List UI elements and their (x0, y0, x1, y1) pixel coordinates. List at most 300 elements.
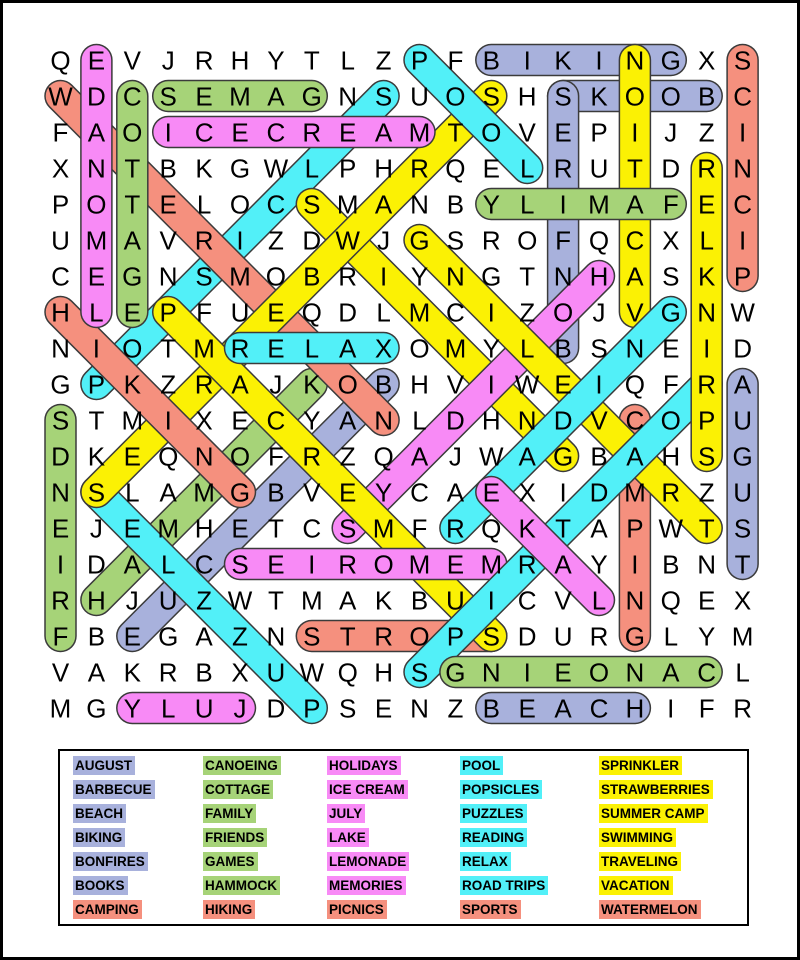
grid-cell-r7-c1[interactable]: L (89, 297, 104, 328)
grid-cell-r11-c6[interactable]: F (267, 441, 284, 472)
grid-cell-r10-c15[interactable]: V (590, 405, 608, 436)
grid-cell-r13-c3[interactable]: M (157, 513, 180, 544)
grid-cell-r16-c19[interactable]: M (731, 621, 754, 652)
grid-cell-r16-c0[interactable]: F (52, 621, 69, 652)
grid-cell-r10-c1[interactable]: T (88, 405, 105, 436)
grid-cell-r12-c18[interactable]: Z (698, 477, 715, 508)
grid-cell-r2-c0[interactable]: F (52, 117, 69, 148)
grid-cell-r0-c12[interactable]: B (482, 45, 500, 76)
grid-cell-r6-c19[interactable]: P (733, 261, 752, 292)
grid-cell-r14-c6[interactable]: E (267, 549, 285, 580)
grid-cell-r7-c0[interactable]: H (51, 297, 70, 328)
grid-cell-r3-c15[interactable]: U (589, 153, 609, 184)
grid-cell-r16-c13[interactable]: D (517, 621, 537, 652)
grid-cell-r7-c9[interactable]: L (376, 297, 391, 328)
grid-cell-r1-c15[interactable]: K (590, 81, 608, 112)
grid-cell-r6-c11[interactable]: N (446, 261, 465, 292)
grid-cell-r13-c18[interactable]: T (698, 513, 715, 544)
grid-cell-r18-c5[interactable]: J (233, 693, 247, 724)
grid-cell-r9-c12[interactable]: I (487, 369, 495, 400)
grid-cell-r15-c10[interactable]: B (410, 585, 429, 616)
grid-cell-r14-c2[interactable]: A (123, 549, 141, 580)
grid-cell-r7-c8[interactable]: D (338, 297, 358, 328)
grid-cell-r2-c9[interactable]: A (374, 117, 393, 148)
grid-cell-r2-c8[interactable]: E (339, 117, 357, 148)
grid-cell-r5-c17[interactable]: X (662, 225, 680, 256)
grid-cell-r7-c5[interactable]: U (230, 297, 250, 328)
grid-cell-r8-c14[interactable]: B (554, 333, 572, 364)
grid-cell-r16-c7[interactable]: S (303, 621, 321, 652)
grid-cell-r5-c7[interactable]: D (302, 225, 322, 256)
grid-cell-r2-c2[interactable]: O (122, 117, 143, 148)
grid-cell-r12-c15[interactable]: D (589, 477, 609, 508)
grid-cell-r16-c1[interactable]: B (87, 621, 106, 652)
grid-cell-r18-c16[interactable]: H (625, 693, 645, 724)
grid-cell-r2-c12[interactable]: O (481, 117, 502, 148)
grid-cell-r7-c10[interactable]: M (408, 297, 431, 328)
grid-cell-r0-c6[interactable]: Y (267, 45, 285, 76)
grid-cell-r4-c16[interactable]: A (626, 189, 644, 220)
grid-cell-r3-c8[interactable]: P (339, 153, 357, 184)
grid-cell-r18-c18[interactable]: F (698, 693, 715, 724)
grid-cell-r8-c1[interactable]: I (92, 333, 101, 364)
grid-cell-r0-c11[interactable]: F (447, 45, 464, 76)
grid-cell-r1-c4[interactable]: E (195, 81, 213, 112)
grid-cell-r16-c18[interactable]: Y (698, 621, 716, 652)
grid-cell-r1-c9[interactable]: S (374, 81, 393, 112)
grid-cell-r3-c12[interactable]: E (482, 153, 500, 184)
grid-cell-r10-c19[interactable]: U (733, 405, 752, 436)
grid-cell-r8-c3[interactable]: T (160, 333, 177, 364)
grid-cell-r9-c3[interactable]: Z (160, 369, 177, 400)
grid-cell-r8-c11[interactable]: M (444, 333, 467, 364)
grid-cell-r7-c12[interactable]: I (487, 297, 495, 328)
grid-cell-r2-c14[interactable]: E (554, 117, 572, 148)
grid-cell-r5-c9[interactable]: J (377, 225, 391, 256)
grid-cell-r13-c9[interactable]: M (372, 513, 395, 544)
grid-cell-r13-c10[interactable]: F (411, 513, 428, 544)
grid-cell-r0-c7[interactable]: T (303, 45, 320, 76)
grid-cell-r0-c1[interactable]: E (87, 45, 106, 76)
grid-cell-r4-c18[interactable]: E (698, 189, 716, 220)
grid-cell-r12-c6[interactable]: B (267, 477, 285, 508)
grid-cell-r17-c8[interactable]: Q (337, 657, 358, 688)
grid-cell-r17-c17[interactable]: A (662, 657, 680, 688)
grid-cell-r9-c6[interactable]: J (269, 369, 283, 400)
grid-cell-r9-c10[interactable]: H (410, 369, 429, 400)
grid-cell-r10-c12[interactable]: H (481, 405, 501, 436)
grid-cell-r5-c10[interactable]: G (409, 225, 430, 256)
grid-cell-r3-c17[interactable]: D (661, 153, 681, 184)
grid-cell-r6-c14[interactable]: N (553, 261, 573, 292)
grid-cell-r5-c2[interactable]: A (123, 225, 141, 256)
grid-cell-r2-c19[interactable]: I (738, 117, 747, 148)
grid-cell-r13-c2[interactable]: E (123, 513, 141, 544)
grid-cell-r2-c13[interactable]: V (518, 117, 536, 148)
grid-cell-r16-c3[interactable]: G (158, 621, 179, 652)
grid-cell-r17-c19[interactable]: L (735, 657, 750, 688)
grid-cell-r10-c11[interactable]: D (446, 405, 465, 436)
grid-cell-r12-c8[interactable]: E (339, 477, 357, 508)
grid-cell-r3-c2[interactable]: T (124, 153, 141, 184)
grid-cell-r6-c5[interactable]: M (229, 261, 251, 292)
grid-cell-r10-c10[interactable]: L (412, 405, 427, 436)
grid-cell-r14-c16[interactable]: I (631, 549, 639, 580)
grid-cell-r10-c8[interactable]: A (339, 405, 357, 436)
grid-cell-r0-c5[interactable]: H (230, 45, 250, 76)
grid-cell-r14-c19[interactable]: T (734, 549, 751, 580)
grid-cell-r12-c16[interactable]: M (624, 477, 646, 508)
grid-cell-r14-c4[interactable]: C (194, 549, 214, 580)
grid-cell-r2-c7[interactable]: R (302, 117, 322, 148)
grid-cell-r4-c5[interactable]: O (229, 189, 251, 220)
grid-cell-r18-c7[interactable]: P (303, 693, 321, 724)
grid-cell-r6-c16[interactable]: A (626, 261, 644, 292)
grid-cell-r6-c3[interactable]: N (158, 261, 178, 292)
grid-cell-r7-c6[interactable]: E (267, 297, 285, 328)
grid-cell-r4-c19[interactable]: C (733, 189, 752, 220)
grid-cell-r12-c19[interactable]: U (733, 477, 752, 508)
grid-cell-r13-c8[interactable]: S (339, 513, 357, 544)
grid-cell-r18-c1[interactable]: G (86, 693, 107, 724)
grid-cell-r15-c2[interactable]: J (125, 585, 139, 616)
grid-cell-r6-c2[interactable]: G (122, 261, 143, 292)
grid-cell-r1-c6[interactable]: A (267, 81, 285, 112)
grid-cell-r12-c14[interactable]: I (559, 477, 567, 508)
grid-cell-r5-c11[interactable]: S (446, 225, 465, 256)
grid-cell-r16-c6[interactable]: N (266, 621, 286, 652)
grid-cell-r9-c7[interactable]: K (303, 369, 321, 400)
grid-cell-r8-c19[interactable]: D (733, 333, 752, 364)
grid-cell-r3-c0[interactable]: X (51, 153, 70, 184)
grid-cell-r5-c0[interactable]: U (51, 225, 70, 256)
grid-cell-r3-c16[interactable]: T (626, 153, 643, 184)
grid-cell-r7-c3[interactable]: P (159, 297, 177, 328)
grid-cell-r11-c4[interactable]: N (194, 441, 214, 472)
grid-cell-r9-c17[interactable]: F (662, 369, 679, 400)
grid-cell-r13-c13[interactable]: K (518, 513, 536, 544)
grid-cell-r3-c1[interactable]: N (87, 153, 106, 184)
grid-cell-r14-c10[interactable]: M (408, 549, 431, 580)
grid-cell-r0-c18[interactable]: X (698, 45, 716, 76)
grid-cell-r11-c19[interactable]: G (732, 441, 753, 472)
grid-cell-r12-c11[interactable]: A (446, 477, 465, 508)
grid-cell-r5-c6[interactable]: Z (267, 225, 284, 256)
grid-cell-r15-c11[interactable]: U (446, 585, 465, 616)
grid-cell-r11-c7[interactable]: R (302, 441, 322, 472)
grid-cell-r3-c5[interactable]: G (229, 153, 251, 184)
grid-cell-r9-c1[interactable]: P (87, 369, 106, 400)
grid-cell-r15-c5[interactable]: W (227, 585, 253, 616)
grid-cell-r8-c8[interactable]: A (339, 333, 357, 364)
grid-cell-r17-c4[interactable]: B (195, 657, 213, 688)
grid-cell-r12-c5[interactable]: G (229, 477, 251, 508)
grid-cell-r8-c5[interactable]: R (230, 333, 250, 364)
grid-cell-r18-c6[interactable]: D (266, 693, 286, 724)
grid-cell-r17-c11[interactable]: G (445, 657, 466, 688)
grid-cell-r6-c4[interactable]: S (195, 261, 213, 292)
grid-cell-r2-c16[interactable]: I (631, 117, 639, 148)
grid-cell-r1-c7[interactable]: G (301, 81, 322, 112)
grid-cell-r8-c12[interactable]: Y (482, 333, 500, 364)
grid-cell-r1-c13[interactable]: H (517, 81, 537, 112)
grid-cell-r16-c11[interactable]: P (446, 621, 465, 652)
grid-cell-r4-c2[interactable]: T (124, 189, 141, 220)
grid-cell-r6-c6[interactable]: O (265, 261, 287, 292)
grid-cell-r16-c12[interactable]: S (482, 621, 500, 652)
grid-cell-r0-c16[interactable]: N (625, 45, 645, 76)
grid-cell-r0-c2[interactable]: V (123, 45, 141, 76)
grid-cell-r13-c6[interactable]: T (267, 513, 284, 544)
grid-cell-r9-c13[interactable]: W (514, 369, 540, 400)
grid-cell-r3-c18[interactable]: R (697, 153, 717, 184)
grid-cell-r4-c11[interactable]: B (446, 189, 465, 220)
grid-cell-r10-c9[interactable]: N (374, 405, 393, 436)
grid-cell-r1-c16[interactable]: O (624, 81, 646, 112)
grid-cell-r5-c19[interactable]: I (738, 225, 747, 256)
grid-cell-r9-c8[interactable]: O (337, 369, 358, 400)
grid-cell-r7-c11[interactable]: C (446, 297, 465, 328)
grid-cell-r4-c12[interactable]: Y (482, 189, 500, 220)
grid-cell-r18-c4[interactable]: U (194, 693, 214, 724)
grid-cell-r17-c1[interactable]: A (87, 657, 106, 688)
grid-cell-r14-c13[interactable]: R (517, 549, 537, 580)
grid-cell-r17-c6[interactable]: U (266, 657, 286, 688)
grid-cell-r8-c18[interactable]: I (703, 333, 711, 364)
grid-cell-r11-c13[interactable]: A (518, 441, 536, 472)
grid-cell-r17-c9[interactable]: H (374, 657, 393, 688)
grid-cell-r17-c2[interactable]: K (123, 657, 141, 688)
grid-cell-r4-c3[interactable]: E (159, 189, 177, 220)
grid-cell-r6-c1[interactable]: E (87, 261, 106, 292)
grid-cell-r2-c18[interactable]: Z (698, 117, 715, 148)
grid-cell-r0-c17[interactable]: G (660, 45, 681, 76)
grid-cell-r2-c5[interactable]: E (231, 117, 249, 148)
grid-cell-r15-c13[interactable]: C (517, 585, 537, 616)
grid-cell-r4-c13[interactable]: L (519, 189, 535, 220)
grid-cell-r5-c3[interactable]: V (159, 225, 177, 256)
grid-cell-r9-c11[interactable]: V (446, 369, 465, 400)
grid-cell-r2-c6[interactable]: C (266, 117, 286, 148)
grid-cell-r13-c11[interactable]: R (446, 513, 465, 544)
grid-cell-r16-c4[interactable]: A (195, 621, 213, 652)
grid-cell-r18-c3[interactable]: L (160, 693, 176, 724)
grid-cell-r12-c13[interactable]: X (518, 477, 536, 508)
grid-cell-r11-c3[interactable]: Q (158, 441, 179, 472)
grid-cell-r18-c8[interactable]: S (339, 693, 357, 724)
grid-cell-r6-c9[interactable]: I (379, 261, 388, 292)
grid-cell-r11-c15[interactable]: B (590, 441, 608, 472)
grid-cell-r1-c2[interactable]: C (122, 81, 142, 112)
grid-cell-r6-c15[interactable]: H (589, 261, 609, 292)
grid-cell-r6-c13[interactable]: T (519, 261, 536, 292)
grid-cell-r14-c7[interactable]: I (308, 549, 316, 580)
grid-cell-r18-c15[interactable]: C (589, 693, 609, 724)
grid-cell-r11-c17[interactable]: H (661, 441, 681, 472)
grid-cell-r5-c15[interactable]: Q (588, 225, 610, 256)
grid-cell-r13-c1[interactable]: J (89, 513, 103, 544)
grid-cell-r13-c19[interactable]: S (733, 513, 752, 544)
grid-cell-r7-c19[interactable]: W (730, 297, 755, 328)
grid-cell-r6-c7[interactable]: B (303, 261, 321, 292)
grid-cell-r17-c7[interactable]: W (299, 657, 325, 688)
grid-cell-r1-c1[interactable]: D (87, 81, 106, 112)
grid-cell-r8-c6[interactable]: E (267, 333, 285, 364)
grid-cell-r0-c4[interactable]: R (194, 45, 214, 76)
grid-cell-r13-c12[interactable]: Q (481, 513, 502, 544)
grid-cell-r16-c5[interactable]: Z (232, 621, 248, 652)
grid-cell-r4-c17[interactable]: F (662, 189, 679, 220)
grid-cell-r12-c0[interactable]: N (51, 477, 70, 508)
grid-cell-r16-c8[interactable]: T (339, 621, 356, 652)
grid-cell-r1-c0[interactable]: W (48, 81, 73, 112)
grid-cell-r14-c1[interactable]: D (87, 549, 106, 580)
grid-cell-r10-c7[interactable]: Y (303, 405, 321, 436)
grid-cell-r12-c4[interactable]: M (193, 477, 215, 508)
grid-cell-r8-c15[interactable]: S (590, 333, 608, 364)
grid-cell-r8-c2[interactable]: O (122, 333, 143, 364)
grid-cell-r14-c3[interactable]: L (160, 549, 176, 580)
grid-cell-r2-c15[interactable]: P (590, 117, 608, 148)
grid-cell-r9-c15[interactable]: I (595, 369, 603, 400)
grid-cell-r13-c16[interactable]: P (626, 513, 644, 544)
grid-cell-r2-c10[interactable]: M (408, 117, 431, 148)
grid-cell-r1-c3[interactable]: S (159, 81, 177, 112)
grid-cell-r12-c12[interactable]: E (482, 477, 500, 508)
grid-cell-r16-c16[interactable]: G (624, 621, 646, 652)
grid-cell-r7-c7[interactable]: Q (301, 297, 322, 328)
grid-cell-r15-c12[interactable]: I (487, 585, 495, 616)
grid-cell-r14-c0[interactable]: I (56, 549, 65, 580)
grid-cell-r0-c13[interactable]: I (523, 45, 531, 76)
grid-cell-r10-c14[interactable]: D (553, 405, 573, 436)
grid-cell-r7-c4[interactable]: F (196, 297, 213, 328)
grid-cell-r5-c14[interactable]: F (555, 225, 572, 256)
grid-cell-r10-c4[interactable]: X (195, 405, 213, 436)
grid-cell-r3-c19[interactable]: N (733, 153, 752, 184)
grid-cell-r2-c17[interactable]: J (664, 117, 678, 148)
grid-cell-r7-c2[interactable]: E (123, 297, 141, 328)
grid-cell-r17-c13[interactable]: I (523, 657, 531, 688)
grid-cell-r13-c4[interactable]: H (194, 513, 214, 544)
grid-cell-r3-c14[interactable]: R (553, 153, 573, 184)
grid-cell-r15-c15[interactable]: L (591, 585, 607, 616)
grid-cell-r11-c0[interactable]: D (51, 441, 70, 472)
grid-cell-r1-c11[interactable]: O (445, 81, 466, 112)
grid-cell-r1-c5[interactable]: M (229, 81, 251, 112)
grid-cell-r10-c6[interactable]: C (266, 405, 286, 436)
grid-cell-r15-c16[interactable]: N (625, 585, 645, 616)
grid-cell-r4-c1[interactable]: O (86, 189, 107, 220)
grid-cell-r8-c13[interactable]: L (519, 333, 535, 364)
grid-cell-r15-c4[interactable]: Z (196, 585, 213, 616)
grid-cell-r16-c10[interactable]: O (409, 621, 430, 652)
grid-cell-r7-c16[interactable]: V (626, 297, 644, 328)
grid-cell-r4-c9[interactable]: A (374, 189, 393, 220)
grid-cell-r3-c7[interactable]: L (304, 153, 320, 184)
grid-cell-r3-c11[interactable]: Q (445, 153, 466, 184)
grid-cell-r4-c4[interactable]: L (196, 189, 212, 220)
grid-cell-r15-c18[interactable]: E (698, 585, 716, 616)
grid-cell-r17-c15[interactable]: O (588, 657, 610, 688)
grid-cell-r9-c4[interactable]: R (194, 369, 214, 400)
grid-cell-r12-c3[interactable]: A (159, 477, 177, 508)
grid-cell-r15-c8[interactable]: A (339, 585, 357, 616)
grid-cell-r3-c13[interactable]: L (519, 153, 535, 184)
grid-cell-r18-c12[interactable]: B (482, 693, 500, 724)
grid-cell-r5-c8[interactable]: W (335, 225, 360, 256)
grid-cell-r1-c17[interactable]: O (660, 81, 681, 112)
grid-cell-r5-c18[interactable]: L (699, 225, 714, 256)
grid-cell-r1-c14[interactable]: S (554, 81, 572, 112)
grid-cell-r17-c3[interactable]: R (158, 657, 178, 688)
grid-cell-r3-c3[interactable]: B (159, 153, 177, 184)
grid-cell-r2-c11[interactable]: T (447, 117, 464, 148)
grid-cell-r11-c1[interactable]: K (87, 441, 106, 472)
grid-cell-r1-c12[interactable]: S (482, 81, 500, 112)
grid-cell-r5-c1[interactable]: M (85, 225, 108, 256)
grid-cell-r11-c5[interactable]: O (229, 441, 251, 472)
grid-cell-r0-c0[interactable]: Q (50, 45, 71, 76)
grid-cell-r9-c16[interactable]: Q (624, 369, 646, 400)
grid-cell-r13-c5[interactable]: E (231, 513, 249, 544)
grid-cell-r17-c10[interactable]: S (410, 657, 429, 688)
grid-cell-r17-c5[interactable]: X (231, 657, 249, 688)
grid-cell-r14-c17[interactable]: B (662, 549, 680, 580)
grid-cell-r1-c8[interactable]: N (338, 81, 358, 112)
grid-cell-r6-c10[interactable]: Y (410, 261, 429, 292)
grid-cell-r15-c3[interactable]: U (158, 585, 178, 616)
grid-cell-r8-c7[interactable]: L (304, 333, 320, 364)
grid-cell-r15-c6[interactable]: T (267, 585, 284, 616)
grid-cell-r3-c6[interactable]: W (263, 153, 289, 184)
grid-cell-r12-c7[interactable]: V (303, 477, 321, 508)
grid-cell-r18-c17[interactable]: I (667, 693, 675, 724)
grid-cell-r17-c16[interactable]: N (625, 657, 645, 688)
grid-cell-r10-c13[interactable]: N (517, 405, 537, 436)
grid-cell-r12-c1[interactable]: S (87, 477, 106, 508)
grid-cell-r5-c4[interactable]: R (194, 225, 214, 256)
grid-cell-r10-c5[interactable]: E (231, 405, 249, 436)
grid-cell-r9-c14[interactable]: E (554, 369, 572, 400)
grid-cell-r9-c2[interactable]: K (123, 369, 141, 400)
grid-cell-r0-c19[interactable]: S (733, 45, 752, 76)
grid-cell-r7-c15[interactable]: J (592, 297, 606, 328)
grid-cell-r6-c8[interactable]: R (338, 261, 358, 292)
grid-cell-r12-c10[interactable]: C (410, 477, 429, 508)
grid-cell-r10-c16[interactable]: C (625, 405, 645, 436)
grid-cell-r5-c12[interactable]: R (481, 225, 501, 256)
grid-cell-r13-c17[interactable]: W (658, 513, 684, 544)
grid-cell-r5-c5[interactable]: I (236, 225, 244, 256)
grid-cell-r18-c19[interactable]: R (733, 693, 752, 724)
grid-cell-r12-c17[interactable]: R (661, 477, 681, 508)
grid-cell-r1-c10[interactable]: U (410, 81, 429, 112)
grid-cell-r12-c2[interactable]: L (125, 477, 140, 508)
grid-cell-r16-c9[interactable]: R (374, 621, 393, 652)
grid-cell-r15-c14[interactable]: V (554, 585, 572, 616)
grid-cell-r14-c12[interactable]: M (480, 549, 503, 580)
grid-cell-r14-c18[interactable]: N (697, 549, 717, 580)
grid-cell-r0-c3[interactable]: J (161, 45, 175, 76)
grid-cell-r16-c17[interactable]: L (663, 621, 679, 652)
grid-cell-r4-c14[interactable]: I (559, 189, 567, 220)
grid-cell-r18-c0[interactable]: M (49, 693, 72, 724)
grid-cell-r1-c19[interactable]: C (733, 81, 752, 112)
grid-cell-r2-c3[interactable]: I (164, 117, 172, 148)
grid-cell-r17-c0[interactable]: V (51, 657, 70, 688)
grid-cell-r18-c10[interactable]: N (410, 693, 429, 724)
